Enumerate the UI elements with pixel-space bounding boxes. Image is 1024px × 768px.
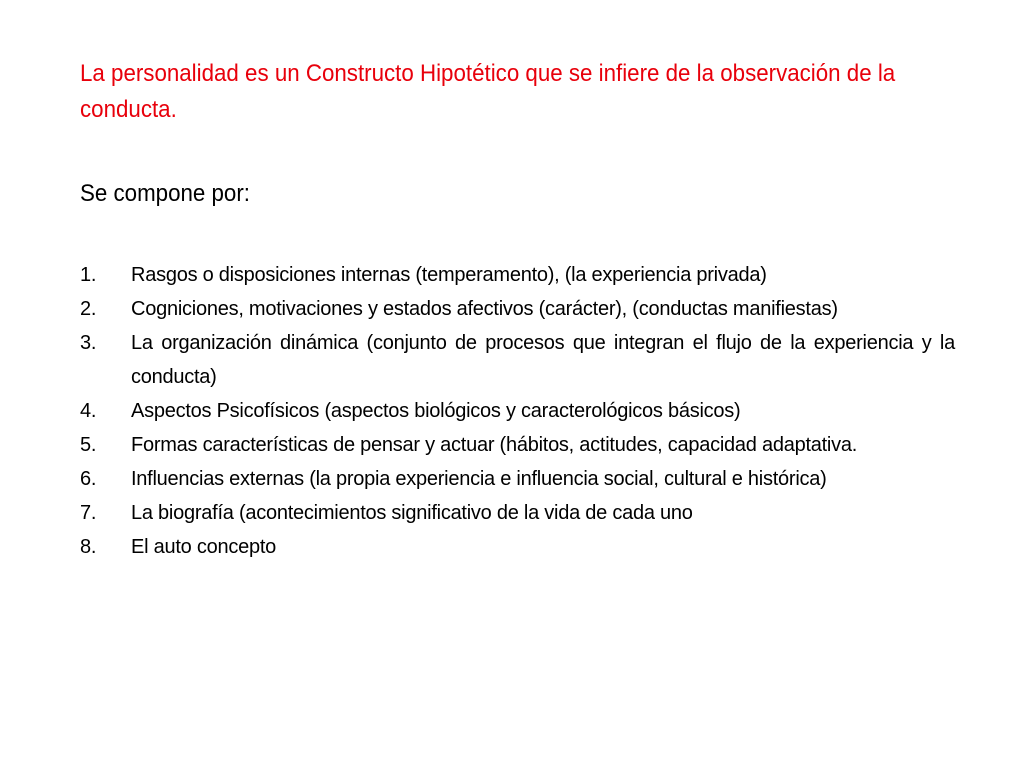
- list-item-text: Cogniciones, motivaciones y estados afectivos (carácter), (conductas manifiestas): [131, 298, 838, 320]
- list-item-number: 7.: [80, 502, 97, 524]
- list-item: [80, 428, 955, 462]
- list-item: [80, 292, 955, 326]
- list-item-text: La biografía (acontecimientos significativo de la vida de cada uno: [131, 502, 693, 524]
- list-item-text: La organización dinámica (conjunto de procesos que integran el flujo de la experiencia y la conducta): [131, 332, 955, 388]
- list-item-number: 8.: [80, 536, 97, 558]
- list-item-number: 4.: [80, 400, 97, 422]
- list-item-number: 1.: [80, 264, 97, 286]
- list-item: [80, 462, 955, 496]
- list-item: [80, 326, 955, 394]
- list-item: [80, 394, 955, 428]
- list-item-text: Influencias externas (la propia experiencia e influencia social, cultural e histórica): [131, 468, 827, 490]
- list-item-number: 6.: [80, 468, 97, 490]
- subheading: Se compone por:: [80, 180, 250, 207]
- list-item-text: Aspectos Psicofísicos (aspectos biológicos y caracterológicos básicos): [131, 400, 741, 422]
- list-item-number: 2.: [80, 298, 97, 320]
- list-item: [80, 258, 955, 292]
- intro-statement: La personalidad es un Constructo Hipotético que se infiere de la observación de la conducta.: [80, 60, 896, 123]
- list-item-number: 3.: [80, 332, 97, 354]
- list-item-text: Rasgos o disposiciones internas (temperamento), (la experiencia privada): [131, 264, 767, 286]
- list-item: [80, 530, 955, 564]
- list-item: [80, 496, 955, 530]
- list-item-number: 5.: [80, 434, 97, 456]
- list-item-text: Formas características de pensar y actuar (hábitos, actitudes, capacidad adaptativa.: [131, 434, 858, 456]
- components-list: [80, 258, 955, 564]
- list-item-text: El auto concepto: [131, 536, 276, 558]
